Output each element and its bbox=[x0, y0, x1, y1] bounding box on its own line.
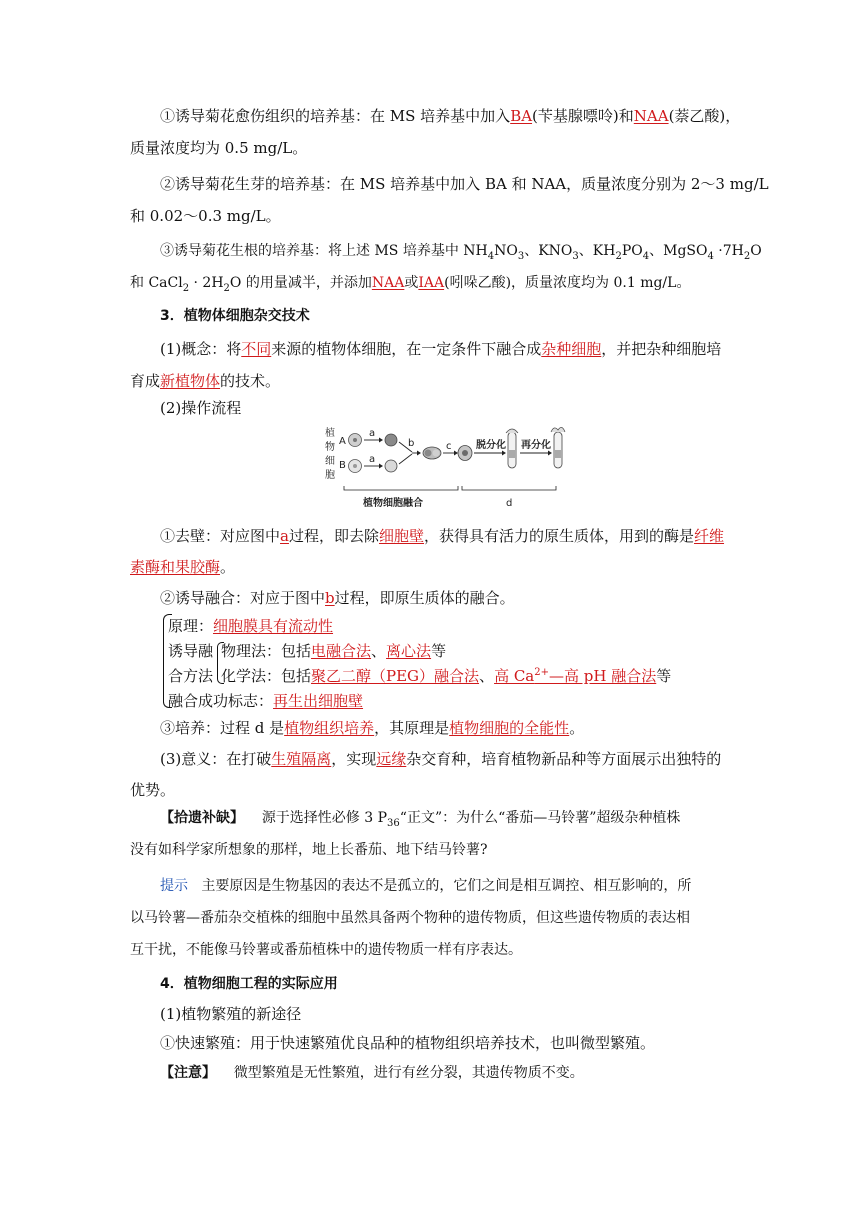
text: 物理法：包括 bbox=[221, 642, 312, 660]
para-bud-medium-cont bbox=[130, 206, 281, 226]
step-a-label: a bbox=[369, 428, 376, 439]
para-root-medium-cont: 和 CaCl$_2$ · $2H_2O$ 的用量减半，并添加NAA或IAA(吲哚乙酸)，质量浓度均为 0.1 mg/L。 bbox=[130, 275, 691, 294]
section-heading-3: 3．植物体细胞杂交技术 bbox=[160, 308, 310, 324]
answer-naa: NAA bbox=[371, 275, 405, 291]
figure-side-label: 植 bbox=[325, 428, 335, 439]
answer: 素酶和果胶酶 bbox=[130, 558, 221, 576]
text: 。 bbox=[220, 558, 236, 576]
note-line bbox=[160, 1063, 584, 1083]
nucleus bbox=[353, 438, 357, 442]
fusion-label: 植物细胞融合 bbox=[363, 498, 423, 509]
text: (1)概念：将 bbox=[160, 340, 242, 358]
text: 、 bbox=[371, 642, 387, 660]
para-culture bbox=[160, 718, 584, 738]
step-c-label: c bbox=[446, 441, 452, 452]
answer: b bbox=[325, 589, 335, 607]
text: 等 bbox=[431, 642, 447, 660]
text: —高 pH 融合法 bbox=[549, 667, 657, 685]
text: ，并把杂种细胞培 bbox=[601, 340, 722, 358]
protoplast-a bbox=[385, 434, 397, 446]
supplement-tag: 【拾遗补缺】 bbox=[160, 810, 244, 826]
arrow-head bbox=[417, 451, 421, 456]
superscript: 2+ bbox=[534, 667, 550, 678]
supplement-question-cont: 没有如科学家所想象的那样，地上长番茄、地下结马铃薯? bbox=[130, 842, 488, 858]
text: ，其原理是 bbox=[374, 719, 450, 737]
text: 、MgSO bbox=[649, 243, 708, 259]
text: 和 CaCl bbox=[130, 275, 183, 291]
text: 微型繁殖是无性繁殖，进行有丝分裂，其遗传物质不变。 bbox=[233, 1065, 584, 1081]
text: 源于选择性必修 3 P bbox=[261, 810, 388, 826]
answer: 不同 bbox=[241, 340, 272, 358]
text: 来源的植物体细胞，在一定条件下融合成 bbox=[271, 340, 542, 358]
para-significance bbox=[160, 749, 721, 769]
para-wall-removal bbox=[160, 526, 724, 546]
nucleus bbox=[353, 464, 357, 468]
text: · 2H bbox=[189, 275, 224, 291]
cell-b-label: B bbox=[339, 460, 346, 471]
answer-ba: BA bbox=[510, 107, 533, 125]
answer: 植物组织培养 bbox=[284, 719, 375, 737]
text: ①去壁：对应图中 bbox=[160, 527, 281, 545]
note-tag: 【注意】 bbox=[160, 1065, 216, 1081]
para-concept bbox=[160, 339, 721, 359]
text: 、KNO bbox=[524, 243, 573, 259]
text: O bbox=[750, 243, 762, 259]
text: 和 0.02～0.3 mg/L。 bbox=[130, 207, 281, 225]
arrow-head bbox=[379, 438, 383, 443]
arrow-head bbox=[454, 451, 458, 456]
para-bud-medium bbox=[160, 174, 769, 194]
text: ，获得具有活力的原生质体，用到的酶是 bbox=[424, 527, 695, 545]
text: NO bbox=[494, 243, 518, 259]
answer: 杂种细胞 bbox=[541, 340, 602, 358]
text: (萘乙酸)， bbox=[668, 107, 741, 125]
answer: 细胞壁 bbox=[378, 527, 424, 545]
para-induced-fusion bbox=[160, 588, 515, 608]
protoplast-b bbox=[385, 460, 397, 472]
fusion-success-mark bbox=[168, 691, 363, 711]
d-label: d bbox=[506, 498, 513, 509]
answer: 新植物体 bbox=[160, 372, 221, 390]
fusion-principle bbox=[168, 616, 333, 636]
cell-a-label: A bbox=[339, 436, 346, 447]
text: 或 bbox=[404, 275, 419, 291]
text: ，实现 bbox=[331, 750, 377, 768]
text: 、 bbox=[479, 667, 495, 685]
chemical-method bbox=[221, 666, 671, 686]
supplement-question bbox=[160, 808, 680, 828]
arrow-head bbox=[379, 464, 383, 469]
text: 化学法：包括 bbox=[221, 667, 312, 685]
text: 过程，即去除 bbox=[288, 527, 379, 545]
answer: 离心法 bbox=[386, 642, 432, 660]
text: 杂交育种，培育植物新品种等方面展示出独特的 bbox=[406, 750, 722, 768]
callus bbox=[506, 429, 518, 433]
arrow-head bbox=[548, 451, 552, 456]
step-a-label: a bbox=[369, 454, 376, 465]
d-bracket bbox=[462, 486, 556, 490]
para-root-medium: ③诱导菊花生根的培养基：将上述 MS 培养基中 $NH_4NO_3$、$KNO_3$、$KH_2PO_4$、MgSO$_4$ $\cdot 7H_2O$ bbox=[160, 243, 762, 262]
arrow-b bbox=[399, 454, 412, 464]
text: 原理： bbox=[168, 617, 214, 635]
para-propagation: (1)植物繁殖的新途径 bbox=[160, 1005, 302, 1023]
text: ①诱导菊花愈伤组织的培养基：在 MS 培养基中加入 bbox=[160, 107, 511, 125]
nucleus bbox=[462, 450, 468, 456]
text: 等 bbox=[656, 667, 672, 685]
answer: 再生出细胞壁 bbox=[273, 692, 364, 710]
redifferentiation-label: 再分化 bbox=[521, 440, 551, 451]
text: 育成 bbox=[130, 372, 161, 390]
medium bbox=[509, 450, 515, 458]
text: O 的用量减半，并添加 bbox=[229, 275, 372, 291]
answer bbox=[494, 667, 656, 685]
para-process-title: (2)操作流程 bbox=[160, 399, 242, 417]
figure-side-label: 胞 bbox=[325, 470, 335, 481]
answer: 细胞膜具有流动性 bbox=[213, 617, 334, 635]
text: ③诱导菊花生根的培养基：将上述 MS 培养基中 NH bbox=[160, 243, 488, 259]
nucleus bbox=[425, 450, 432, 457]
text: ②诱导融合：对应于图中 bbox=[160, 589, 326, 607]
text: (苄基腺嘌呤)和 bbox=[532, 107, 634, 125]
answer-naa: NAA bbox=[633, 107, 669, 125]
text: 。 bbox=[569, 719, 585, 737]
answer: a bbox=[280, 527, 289, 545]
para-significance-cont: 优势。 bbox=[130, 781, 176, 799]
text: 的技术。 bbox=[220, 372, 281, 390]
answer: 聚乙二醇（PEG）融合法 bbox=[311, 667, 480, 685]
fusion-process-diagram bbox=[322, 424, 568, 516]
para-wall-removal-cont bbox=[130, 557, 235, 577]
text: (3)意义：在打破 bbox=[160, 750, 272, 768]
figure-side-label: 物 bbox=[325, 442, 335, 453]
para-concept-cont bbox=[130, 371, 280, 391]
text: “正文”：为什么“番茄—马铃薯”超级杂种植株 bbox=[399, 810, 681, 826]
hint-tag: 提示 bbox=[160, 878, 188, 894]
answer: 纤维 bbox=[694, 527, 725, 545]
para-callus-medium-cont bbox=[130, 138, 307, 158]
text: 过程，即原生质体的融合。 bbox=[334, 589, 515, 607]
text: 高 Ca bbox=[494, 667, 535, 685]
answer: 远缘 bbox=[376, 750, 407, 768]
physical-method bbox=[221, 641, 446, 661]
text: ③培养：过程 d 是 bbox=[160, 719, 285, 737]
fusion-method-label-1: 诱导融 bbox=[168, 642, 214, 660]
nucleus bbox=[433, 450, 440, 457]
text: (吲哚乙酸)，质量浓度均为 0.1 mg/L。 bbox=[444, 275, 691, 291]
subscript: 36 bbox=[387, 817, 400, 829]
answer: 电融合法 bbox=[311, 642, 372, 660]
answer: 植物细胞的全能性 bbox=[449, 719, 570, 737]
section-heading-4: 4．植物细胞工程的实际应用 bbox=[160, 976, 338, 992]
text: 、KH bbox=[578, 243, 616, 259]
text: 质量浓度均为 0.5 mg/L。 bbox=[130, 139, 308, 157]
fusion-bracket bbox=[344, 486, 458, 490]
text: 融合成功标志： bbox=[168, 692, 274, 710]
medium bbox=[555, 450, 561, 458]
answer-iaa: IAA bbox=[418, 275, 445, 291]
figure-side-label: 细 bbox=[325, 456, 335, 467]
plantlet bbox=[551, 427, 565, 432]
text: ②诱导菊花生芽的培养基：在 MS 培养基中加入 BA 和 NAA，质量浓度分别为 2～3 mg/L bbox=[160, 175, 769, 193]
step-b-label: b bbox=[408, 438, 415, 449]
text: ·7H bbox=[713, 243, 744, 259]
fusion-method-label-2: 合方法 bbox=[168, 667, 214, 685]
text: PO bbox=[621, 243, 643, 259]
dedifferentiation-label: 脱分化 bbox=[476, 440, 506, 451]
arrow-head bbox=[502, 451, 506, 456]
hint-line-3: 互干扰，不能像马铃薯或番茄植株中的遗传物质一样有序表达。 bbox=[130, 942, 522, 958]
hint-line-1 bbox=[160, 876, 691, 896]
answer: 生殖隔离 bbox=[271, 750, 332, 768]
para-callus-medium bbox=[160, 106, 740, 126]
para-rapid-propagation: ①快速繁殖：用于快速繁殖优良品种的植物组织培养技术，也叫微型繁殖。 bbox=[160, 1034, 656, 1052]
text: 主要原因是生物基因的表达不是孤立的，它们之间是相互调控、相互影响的，所 bbox=[201, 878, 692, 894]
hint-line-2: 以马铃薯—番茄杂交植株的细胞中虽然具备两个物种的遗传物质，但这些遗传物质的表达相 bbox=[130, 910, 690, 926]
